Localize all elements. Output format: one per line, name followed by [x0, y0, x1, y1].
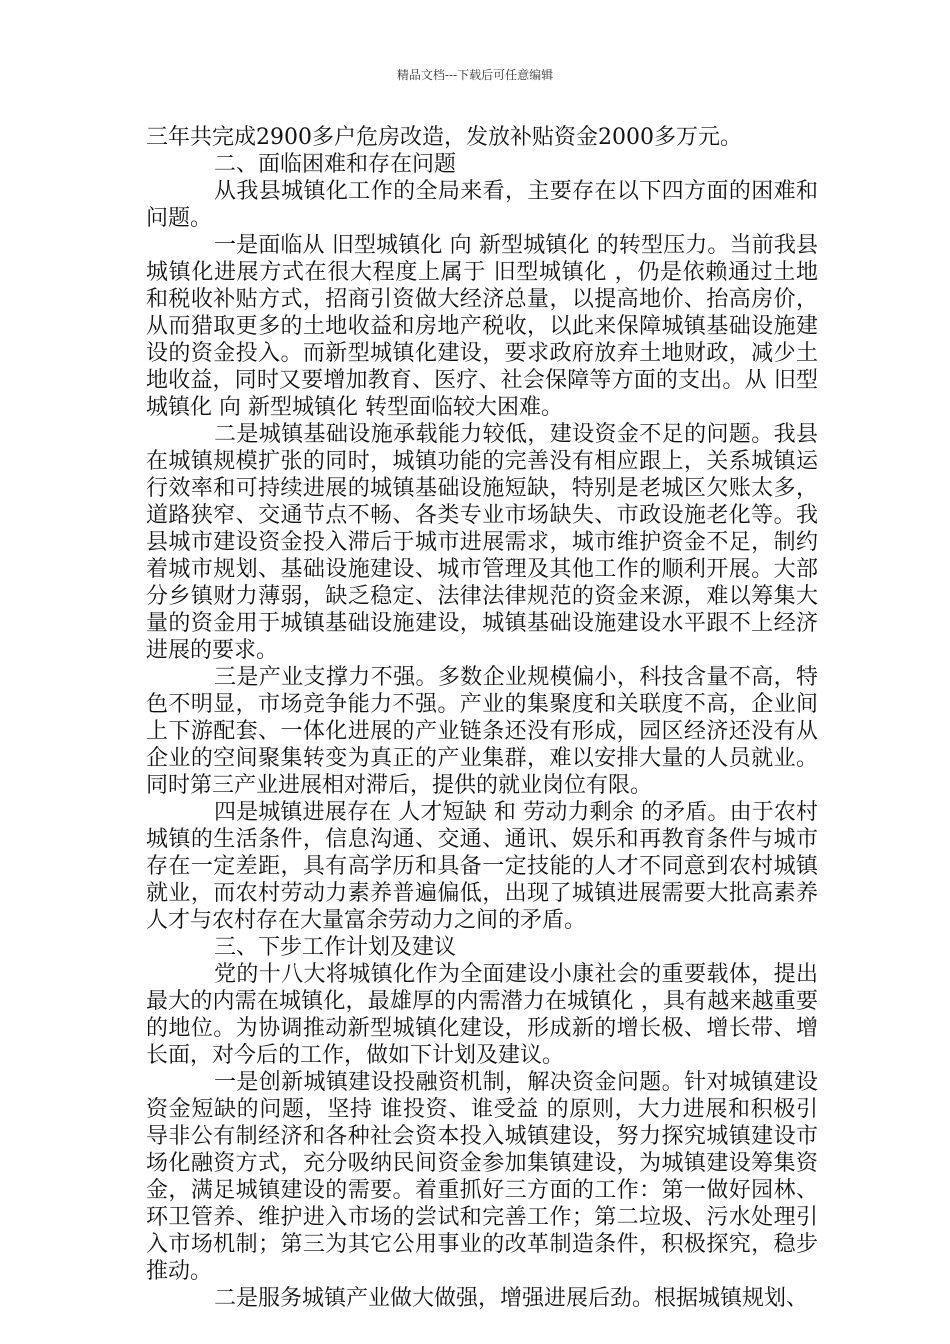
paragraph: 二是城镇基础设施承载能力较低，建设资金不足的问题。我县在城镇规模扩张的同时，城镇功能的完善没有相应跟上，关系城镇运行效率和可持续进展的城镇基础设施短缺，特别是老城区欠账太多，道路狭窄、交通节点不畅、各类专业市场缺失、市政设施老化等。我县城市建设资金投入滞后于城市进展需求，城市维护资金不足，制约着城市规划、基础设施建设、城市管理及其他工作的顺利开展。大部分乡镇财力薄弱，缺乏稳定、法律法律规范的资金来源，难以筹集大量的资金用于城镇基础设施建设，城镇基础设施建设水平跟不上经济进展的要求。	[146, 422, 818, 663]
document-body	[146, 124, 818, 1312]
page-header: 精品文档---下载后可任意编辑	[396, 68, 554, 82]
paragraph: 党的十八大将城镇化作为全面建设小康社会的重要载体，提出 最大的内需在城镇化，最雄厚的内需潜力在城镇化 ，具有越来越重要的地位。为协调推动新型城镇化建设，形成新的增长极、增长带、增长面，对今后的工作，做如下计划及建议。	[146, 962, 818, 1068]
paragraph: 从我县城镇化工作的全局来看，主要存在以下四方面的困难和问题。	[146, 179, 818, 231]
section-heading: 三、下步工作计划及建议	[214, 935, 457, 960]
paragraph: 二是服务城镇产业做大做强，增强进展后劲。根据城镇规划、	[214, 1286, 809, 1311]
paragraph: 三是产业支撑力不强。多数企业规模偏小，科技含量不高，特色不明显，市场竞争能力不强。产业的集聚度和关联度不高，企业间上下游配套、一体化进展的产业链条还没有形成，园区经济还没有从企业的空间聚集转变为真正的产业集群，难以安排大量的人员就业。同时第三产业进展相对滞后，提供的就业岗位有限。	[146, 665, 818, 798]
paragraph: 四是城镇进展存在 人才短缺 和 劳动力剩余 的矛盾。由于农村城镇的生活条件，信息沟通、交通、通讯、娱乐和再教育条件与城市存在一定差距，具有高学历和具备一定技能的人才不同意到农村城镇就业，而农村劳动力素养普遍偏低，出现了城镇进展需要大批高素养人才与农村存在大量富余劳动力之间的矛盾。	[146, 800, 818, 933]
paragraph: 一是创新城镇建设投融资机制，解决资金问题。针对城镇建设资金短缺的问题，坚持 谁投资、谁受益 的原则，大力进展和积极引导非公有制经济和各种社会资本投入城镇建设，努力探究城镇建设市场化融资方式，充分吸纳民间资金参加集镇建设，为城镇建设筹集资金，满足城镇建设的需要。着重抓好三方面的工作：第一做好园林、环卫管养、维护进入市场的尝试和完善工作；第二垃圾、污水处理引入市场机制；第三为其它公用事业的改革制造条件，积极探究，稳步推动。	[146, 1070, 818, 1284]
paragraph: 一是面临从 旧型城镇化 向 新型城镇化 的转型压力。当前我县城镇化进展方式在很大程度上属于 旧型城镇化 ，仍是依赖通过土地和税收补贴方式，招商引资做大经济总量，以提高地价、抬高房价，从而猎取更多的土地收益和房地产税收，以此来保障城镇基础设施建设的资金投入。而新型城镇化建设，要求政府放弃土地财政，减少土地收益，同时又要增加教育、医疗、社会保障等方面的支出。从 旧型城镇化 向 新型城镇化 转型面临较大困难。	[146, 233, 818, 420]
paragraph: 三年共完成2900多户危房改造，发放补贴资金2000多万元。	[146, 125, 742, 150]
section-heading: 二、面临困难和存在问题	[214, 152, 457, 177]
